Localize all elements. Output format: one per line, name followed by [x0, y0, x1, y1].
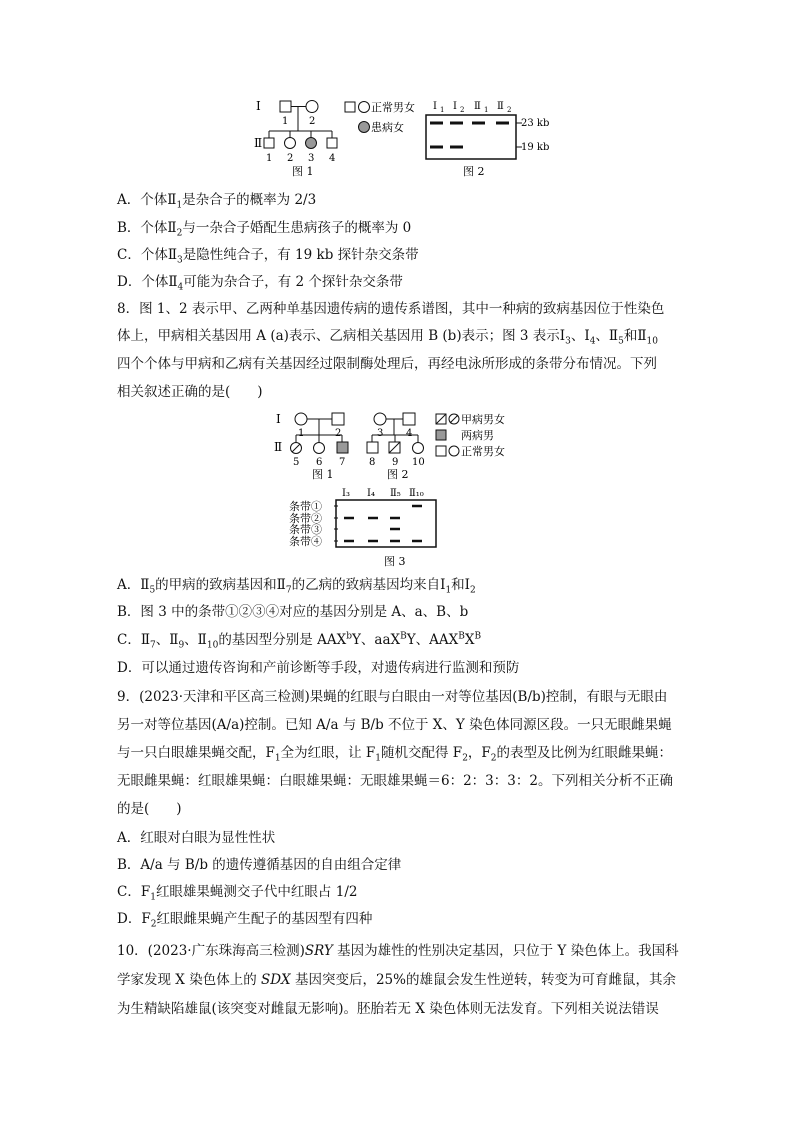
figure-caption: 图 1 — [292, 165, 314, 178]
q9-stem-line-3: 与一只白眼雄果蝇交配，$F_1$全为红眼，让 $F_1$随机交配得 $F_2$，$F_2$的表型及比例为红眼雌果蝇： — [117, 745, 673, 764]
lane-label: Ⅱ₅ — [390, 488, 401, 499]
lane-label: Ⅰ — [433, 101, 437, 112]
male-symbol — [332, 413, 344, 425]
lane-label: Ⅱ₁₀ — [409, 488, 424, 499]
q8-option-d: D．可以通过遗传咨询和产前诊断等手段，对遗传病进行监测和预防 — [117, 660, 520, 676]
male-symbol — [264, 138, 274, 148]
pedigree-figure-top — [250, 95, 560, 180]
lane-sub: 2 — [507, 106, 512, 114]
band-label: 条带④ — [289, 535, 322, 548]
male-symbol — [367, 442, 378, 453]
q7-option-d: D．个体$Ⅱ_4$可能为杂合子，有 2 个探针杂交条带 — [117, 274, 403, 293]
legend-male-symbol — [345, 102, 355, 112]
female-symbol — [374, 413, 386, 425]
band-label: 条带① — [289, 500, 322, 513]
male-symbol — [403, 413, 415, 425]
q7-option-a: A．个体$Ⅱ_1$是杂合子的概率为 2/3 — [117, 192, 317, 211]
band-label: 条带② — [289, 512, 322, 525]
legend-both-disease: 两病男 — [461, 429, 494, 442]
q9-stem-line-5: 的是( ) — [117, 801, 182, 817]
female-symbol — [295, 413, 307, 425]
legend-female-symbol — [359, 102, 370, 113]
female-symbol — [314, 443, 325, 454]
female-symbol — [413, 443, 424, 454]
ind-label: 1 — [298, 428, 305, 439]
ind-label: 1 — [266, 153, 273, 164]
q10-stem-line-3: 为生精缺陷雄鼠(该突变对雌鼠无影响)。胚胎若无 X 染色体则无法发育。下列相关说法错误 — [117, 1001, 659, 1017]
ind-label: 5 — [293, 457, 300, 468]
ind-label: 7 — [339, 457, 346, 468]
legend-normal: 正常男女 — [461, 445, 505, 458]
q9-option-b: B．A/a 与 B/b 的遗传遵循基因的自由组合定律 — [117, 857, 402, 873]
legend-normal-female — [449, 446, 459, 456]
ind-label: 8 — [369, 457, 376, 468]
female-symbol — [285, 138, 296, 149]
gen-label-1: Ⅰ — [256, 99, 261, 113]
affected-female-symbol — [306, 138, 317, 149]
q8-stem-line-2: 体上，甲病相关基因用 A (a)表示、乙病相关基因用 B (b)表示；图 3 表示$Ⅰ_3$、$Ⅰ_4$、$Ⅱ_5$和$Ⅱ_{10}$ — [117, 328, 658, 347]
band-size-label: 19 kb — [521, 142, 550, 153]
legend-affected-symbol — [359, 122, 370, 133]
q8-pedigree-figure — [272, 408, 542, 573]
both-disease-male-symbol — [337, 442, 348, 453]
legend-affected: 患病女 — [371, 121, 404, 134]
ind-label: 1 — [282, 116, 289, 127]
ind-label: 9 — [392, 457, 399, 468]
q10-stem-line-2: 学家发现 X 染色体上的 SDX 基因突变后，25%的雄鼠会发生性逆转，转变为可育雌鼠，其余 — [117, 972, 676, 988]
q7-option-c: C．个体$Ⅱ_3$是隐性纯合子，有 19 kb 探针杂交条带 — [117, 247, 419, 266]
lane-sub: 1 — [484, 106, 489, 114]
legend-both-disease-male — [436, 430, 446, 440]
male-symbol — [327, 138, 337, 148]
lane-label: Ⅰ — [453, 101, 457, 112]
q9-option-a: A．红眼对白眼为显性性状 — [117, 830, 276, 846]
ind-label: 4 — [329, 153, 336, 164]
q9-stem-line-4: 无眼雌果蝇：红眼雄果蝇：白眼雄果蝇：无眼雄果蝇＝6：2：3：3：2。下列相关分析不正确 — [117, 773, 673, 789]
gen-label-1: Ⅰ — [276, 412, 281, 426]
q8-option-b: B．图 3 中的条带①②③④对应的基因分别是 A、a、B、b — [117, 604, 469, 620]
ind-label: 3 — [377, 428, 384, 439]
ind-label: 3 — [308, 153, 315, 164]
ind-label: 2 — [335, 428, 342, 439]
lane-label: Ⅰ₃ — [342, 488, 350, 499]
legend-normal: 正常男女 — [371, 101, 415, 114]
q8-stem-line-1: 8．图 1、2 表示甲、乙两种单基因遗传病的遗传系谱图，其中一种病的致病基因位于性染色 — [117, 301, 665, 317]
ind-label: 2 — [287, 153, 294, 164]
q8-stem-line-3: 四个个体与甲病和乙病有关基因经过限制酶处理后，再经电泳所形成的条带分布情况。下列 — [117, 356, 657, 372]
gen-label-2: Ⅱ — [254, 136, 263, 150]
q9-stem-line-1: 9．(2023·天津和平区高三检测)果蝇的红眼与白眼由一对等位基因(B/b)控制，有眼与无眼由 — [117, 689, 668, 705]
q9-stem-line-2: 另一对等位基因(A/a)控制。已知 A/a 与 B/b 不位于 X、Y 染色体同源区段。一只无眼雌果蝇 — [117, 717, 672, 733]
legend-disease-a: 甲病男女 — [461, 413, 505, 426]
lane-label: Ⅱ — [497, 101, 504, 112]
gen-label-2: Ⅱ — [274, 440, 283, 454]
figure-caption: 图 1 — [312, 468, 334, 481]
lane-sub: 2 — [460, 106, 465, 114]
lane-label: Ⅱ — [474, 101, 481, 112]
figure-caption: 图 2 — [463, 165, 485, 178]
ind-label: 2 — [309, 116, 316, 127]
q9-option-d: D．$F_2$红眼雌果蝇产生配子的基因型有四种 — [117, 911, 373, 930]
q9-option-c: C．$F_1$红眼雄果蝇测交子代中红眼占 1/2 — [117, 884, 358, 903]
q7-option-b: B．个体$Ⅱ_2$与一杂合子婚配生患病孩子的概率为 0 — [117, 220, 412, 239]
band-label: 条带③ — [289, 523, 322, 536]
female-symbol — [306, 101, 318, 113]
male-symbol — [280, 101, 291, 112]
ind-label: 4 — [406, 428, 413, 439]
legend-normal-male — [436, 446, 446, 456]
figure-caption: 图 3 — [384, 555, 406, 568]
band-size-label: 23 kb — [521, 118, 550, 129]
q8-stem-line-4: 相关叙述正确的是( ) — [117, 384, 263, 400]
q8-option-a: A．$Ⅱ_5$的甲病的致病基因和$Ⅱ_7$的乙病的致病基因均来自$Ⅰ_1$和$Ⅰ_2$ — [117, 577, 476, 596]
ind-label: 6 — [316, 457, 323, 468]
q10-stem-line-1: 10．(2023·广东珠海高三检测)SRY 基因为雄性的性别决定基因，只位于 Y 染色体上。我国科 — [117, 943, 679, 959]
q8-option-c: C．$Ⅱ_7$、$Ⅱ_9$、$Ⅱ_{10}$的基因型分别是 AAX$^b$Y、aaX$^B$Y、$AAX^BX^B$ — [117, 631, 482, 651]
ind-label: 10 — [412, 457, 425, 468]
lane-label: Ⅰ₄ — [367, 488, 375, 499]
lane-sub: 1 — [440, 106, 445, 114]
figure-caption: 图 2 — [387, 468, 409, 481]
